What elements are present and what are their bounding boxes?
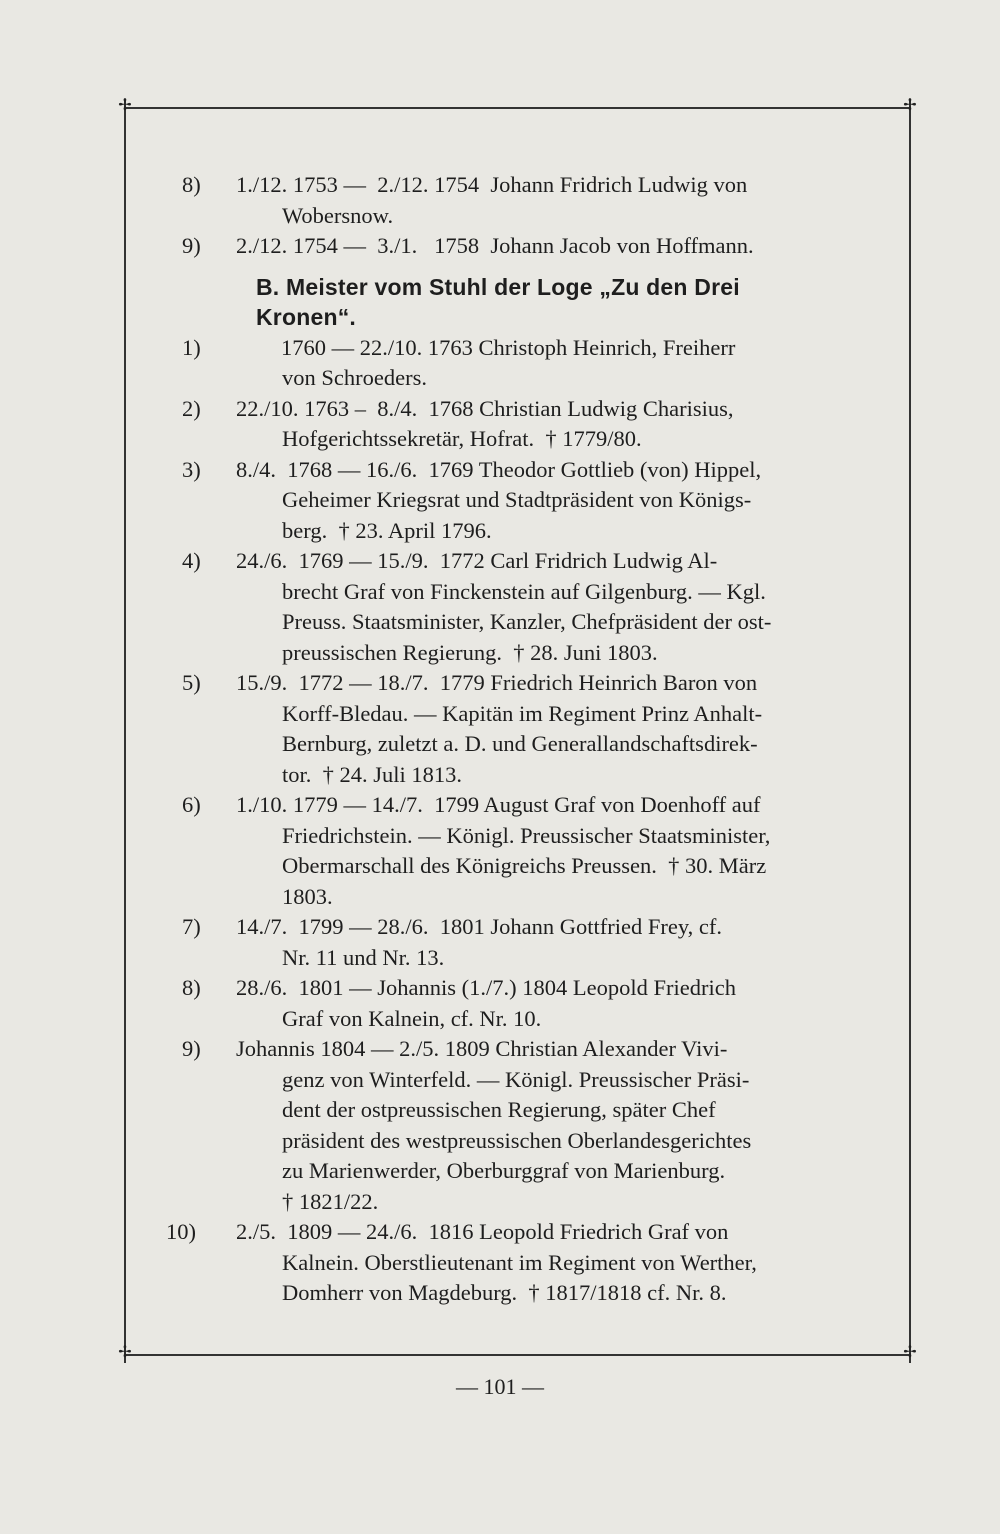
entry-line: zu Marienwerder, Oberburggraf von Marienburg.	[282, 1158, 726, 1183]
entry-line: 1./12. 1753 — 2./12. 1754 Johann Fridrich Ludwig von	[236, 172, 748, 197]
entry-line: brecht Graf von Finckenstein auf Gilgenburg. — Kgl.	[282, 578, 766, 604]
entry-line: Preuss. Staatsminister, Kanzler, Chefpräsident der ost-	[282, 609, 772, 634]
entry-line: Hofgerichtssekretär, Hofrat. † 1779/80.	[282, 426, 642, 451]
entry-line: Domherr von Magdeburg. † 1817/1818 cf. Nr. 8.	[282, 1280, 727, 1305]
entry-number: 4)	[182, 548, 201, 573]
frame-left-rule	[124, 99, 126, 1363]
entry-line: 2./12. 1754 — 3./1. 1758 Johann Jacob von Hoffmann.	[236, 233, 754, 258]
corner-ornament-icon: ✢	[903, 1344, 917, 1361]
entry-line: 14./7. 1799 — 28./6. 1801 Johann Gottfried Frey, cf.	[236, 914, 722, 939]
entry-number: 10)	[166, 1219, 196, 1244]
entry-line: † 1821/22.	[282, 1188, 379, 1214]
entry-line: Graf von Kalnein, cf. Nr. 10.	[282, 1005, 542, 1031]
entry-line: Johannis 1804 — 2./5. 1809 Christian Alexander Vivi-	[236, 1036, 728, 1061]
entry-line: berg. † 23. April 1796.	[282, 517, 492, 543]
list-item	[182, 912, 846, 973]
page-number: — 101 —	[456, 1374, 544, 1399]
entry-number: 5)	[182, 670, 201, 695]
entry-line: Nr. 11 und Nr. 13.	[282, 944, 445, 970]
entry-line: 1760 — 22./10. 1763 Christoph Heinrich, Freiherr	[236, 334, 736, 360]
frame-bottom-rule	[124, 1354, 910, 1356]
list-item	[182, 170, 846, 231]
corner-ornament-icon: ✢	[903, 97, 917, 114]
list-item	[182, 668, 846, 790]
frame-top-rule	[124, 107, 910, 109]
entry-line: tor. † 24. Juli 1813.	[282, 761, 463, 787]
corner-ornament-icon: ✢	[118, 1344, 132, 1361]
entry-line: 8./4. 1768 — 16./6. 1769 Theodor Gottlieb (von) Hippel,	[236, 456, 762, 482]
entry-number: 3)	[182, 456, 201, 482]
entry-line: 24./6. 1769 — 15./9. 1772 Carl Fridrich Ludwig Al-	[236, 548, 718, 573]
list-item	[182, 231, 846, 262]
entry-line: Bernburg, zuletzt a. D. und Generallandschaftsdirek-	[282, 731, 758, 756]
list-item	[182, 455, 846, 547]
section-b-heading: B. Meister vom Stuhl der Loge „Zu den Drei Kronen“.	[256, 273, 740, 330]
entry-number: 9)	[182, 233, 201, 258]
entry-line: von Schroeders.	[282, 365, 427, 390]
list-item	[182, 394, 846, 455]
entry-number: 2)	[182, 395, 201, 421]
entry-number: 1)	[182, 334, 201, 360]
entry-number: 9)	[182, 1036, 201, 1061]
entry-line: Geheimer Kriegsrat und Stadtpräsident von Königs-	[282, 487, 752, 512]
entry-line: Wobersnow.	[282, 202, 394, 228]
entry-line: 22./10. 1763 – 8./4. 1768 Christian Ludwig Charisius,	[236, 395, 734, 421]
entry-line: Korff-Bledau. — Kapitän im Regiment Prinz Anhalt-	[282, 700, 763, 726]
entry-number: 6)	[182, 792, 201, 817]
entry-line: 1803.	[282, 883, 333, 909]
entry-line: präsident des westpreussischen Oberlandesgerichtes	[282, 1127, 752, 1153]
list-item	[182, 790, 846, 912]
entry-number: 7)	[182, 914, 201, 939]
entry-line: genz von Winterfeld. — Königl. Preussischer Präsi-	[282, 1066, 750, 1092]
entry-line: preussischen Regierung. † 28. Juni 1803.	[282, 639, 658, 665]
frame-right-rule	[909, 99, 911, 1363]
entry-line: Kalnein. Oberstlieutenant im Regiment von Werther,	[282, 1249, 757, 1275]
entry-number: 8)	[182, 975, 201, 1000]
section-a-tail	[182, 170, 846, 262]
entry-line: 1./10. 1779 — 14./7. 1799 August Graf von Doenhoff auf	[236, 792, 761, 817]
entry-line: Obermarschall des Königreichs Preussen. † 30. März	[282, 853, 767, 878]
entry-line: 28./6. 1801 — Johannis (1./7.) 1804 Leopold Friedrich	[236, 975, 736, 1000]
entry-line: Friedrichstein. — Königl. Preussischer Staatsminister,	[282, 822, 771, 848]
list-item	[182, 973, 846, 1034]
list-item	[166, 1217, 846, 1309]
list-item	[182, 1034, 846, 1217]
corner-ornament-icon: ✢	[118, 97, 132, 114]
page-content	[166, 170, 846, 1309]
list-item	[182, 546, 846, 668]
section-b-list	[166, 333, 846, 1309]
entry-line: 2./5. 1809 — 24./6. 1816 Leopold Friedrich Graf von	[236, 1219, 729, 1244]
entry-line: dent der ostpreussischen Regierung, später Chef	[282, 1097, 716, 1122]
list-item	[182, 333, 846, 394]
entry-number: 8)	[182, 172, 201, 197]
entry-line: 15./9. 1772 — 18./7. 1779 Friedrich Heinrich Baron von	[236, 670, 758, 695]
